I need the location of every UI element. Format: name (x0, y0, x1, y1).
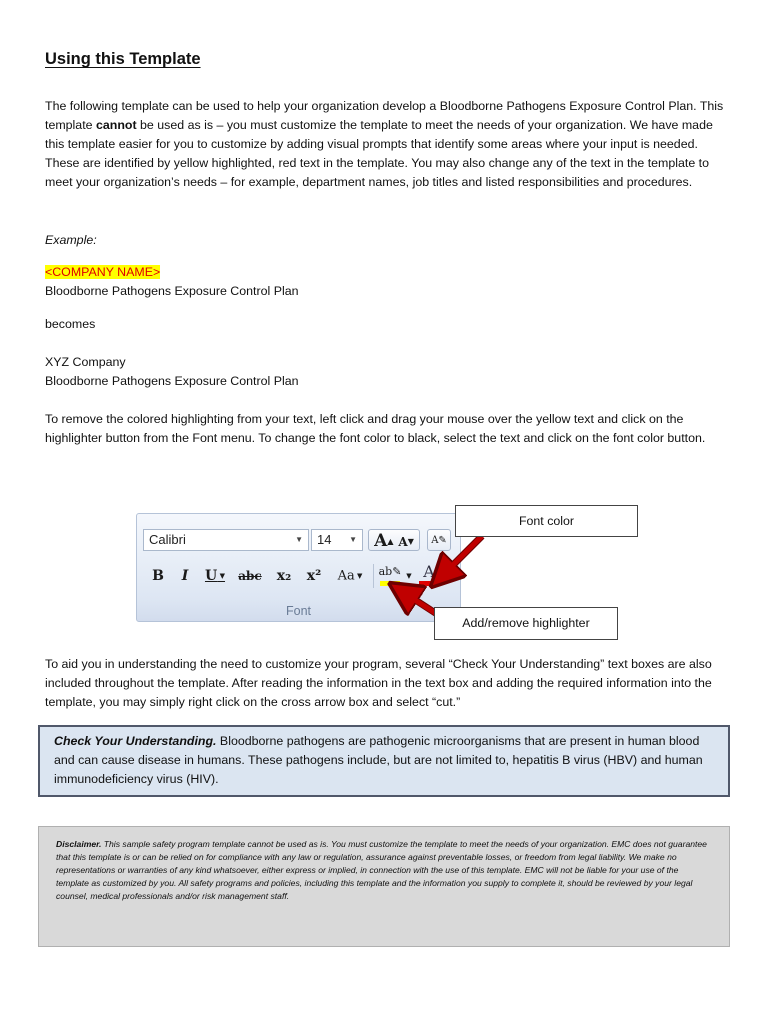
intro-text-end: be used as is – you must customize the template to meet the needs of your organization. We have made this template easier for you to customize by adding visual prompts that identify some areas where your input is needed. These are identified by yellow highlighted, red text in the template. You may also change any of the text in the template to meet your organization’s needs – for example, department names, job titles and listed responsibilities and procedures. (45, 118, 713, 189)
chevron-down-icon: ▼ (295, 535, 303, 544)
chevron-down-icon: ▼ (349, 535, 357, 544)
check-your-understanding-box (38, 725, 730, 797)
intro-text-start: The following template can be used to help your organization develop a Bloodborne Pathogens Exposure Control Plan. This template (45, 99, 724, 132)
font-name-value: Calibri (149, 532, 186, 547)
bold-icon: B (152, 568, 164, 584)
shrink-font-icon: A (398, 535, 408, 549)
becomes-text: becomes (45, 317, 96, 331)
highlighter-callout: Add/remove highlighter (434, 607, 618, 640)
underline-icon: U ▼ (204, 568, 226, 584)
chevron-down-icon: ▼ (406, 572, 412, 580)
italic-icon: I (181, 568, 189, 584)
font-color-icon: A (417, 563, 441, 585)
example-plan-title: Bloodborne Pathogens Exposure Control Plan (45, 284, 299, 298)
example-plan-title-2: Bloodborne Pathogens Exposure Control Plan (45, 374, 299, 388)
aid-paragraph: To aid you in understanding the need to customize your program, several “Check Your Understanding” text boxes are also included throughout the template. After reading the information in the text box and adding the required information into the template, you may simply right click on the cross arrow box and select “cut.” (45, 657, 712, 709)
disclaimer-text: This sample safety program template cannot be used as is. You must customize the template to meet the needs of your organization. EMC does not guarantee that this template is or can be relied on for compliance with any law or regulation, assurance against preventable losses, or freedom from legal liability. We make no representations or warranties of any kind whatsoever, either express or implied, in connection with the use of this template. EMC will not be liable for your use of the template as customized by you. All safety programs and policies, including this template and the information you supply to complete it, should be reviewed by your legal counsel, medical professionals and/or risk management staff. (56, 839, 707, 901)
change-case-icon: Aa ▼ (337, 568, 363, 584)
company-name-placeholder: <COMPANY NAME> (45, 265, 161, 279)
strikethrough-icon: abc (238, 569, 262, 583)
grow-font-icon: A (374, 531, 388, 551)
font-color-callout: Font color (455, 505, 638, 537)
font-size-value: 14 (317, 532, 332, 547)
disclaimer-heading: Disclaimer. (56, 839, 102, 849)
remove-instructions: To remove the colored highlighting from your text, left click and drag your mouse over the yellow text and click on the highlighter button from the Font menu. To change the font color to black, select the text and click on the font color button. (45, 412, 706, 445)
page-title: Using this Template (45, 50, 201, 68)
example-label: Example: (45, 233, 97, 247)
check-text: Bloodborne pathogens are pathogenic microorganisms that are present in human blood and can cause disease in humans. These pathogens include, but are not limited to, hepatitis B virus (HBV) and human immunodeficiency virus (HIV). (54, 734, 703, 786)
check-heading: Check Your Understanding. (54, 734, 217, 748)
font-group-label: Font (285, 604, 311, 618)
intro-bold-word: cannot (95, 118, 137, 132)
highlighter-icon: ab✎ (377, 563, 403, 585)
subscript-icon: x₂ (276, 568, 292, 584)
disclaimer-box (38, 826, 730, 947)
clear-formatting-icon: A✎ (427, 529, 451, 551)
superscript-icon: x² (306, 568, 322, 584)
grow-shrink-font-group: A▲ A▼ (368, 529, 420, 551)
example-company: XYZ Company (45, 355, 126, 369)
